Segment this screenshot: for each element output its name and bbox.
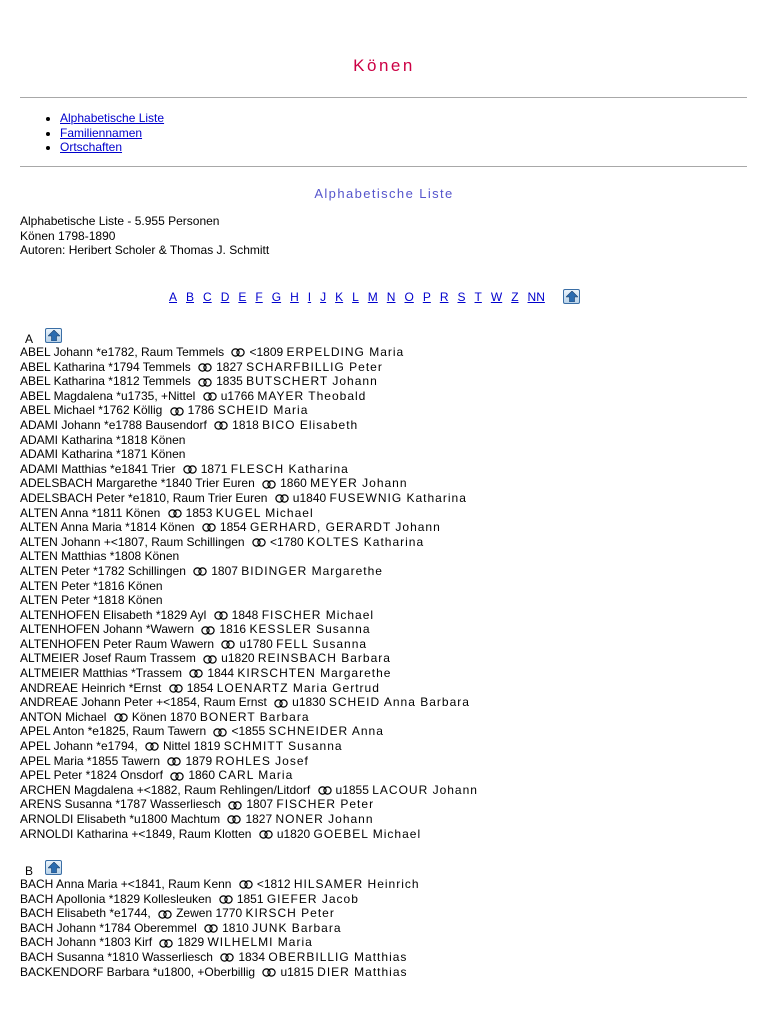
spouse-name: FELL Susanna <box>276 636 368 651</box>
marriage-date: 1829 <box>177 935 208 950</box>
person-name: BACH Susanna *1810 Wasserliesch <box>20 949 213 964</box>
marriage-icon <box>113 713 129 722</box>
marriage-icon <box>274 494 290 503</box>
site-title: Könen <box>353 56 415 75</box>
spouse-name: MAYER Theobald <box>257 388 367 403</box>
spouse-name: LOENARTZ Maria Gertrud <box>216 680 380 695</box>
person-name: APEL Johann *e1794, <box>20 739 138 754</box>
marriage-icon <box>157 910 173 919</box>
person-entry <box>20 549 478 564</box>
person-name: ADAMI Katharina *1871 Könen <box>20 447 186 462</box>
spouse-name: FISCHER Peter <box>276 797 375 812</box>
person-name: ADELSBACH Margarethe *1840 Trier Euren <box>20 476 255 491</box>
marriage-date: 1851 <box>236 891 267 906</box>
person-entry <box>20 593 478 608</box>
marriage-date: 1810 <box>222 920 253 935</box>
person-entry <box>20 345 478 360</box>
letter-link-n[interactable]: N <box>386 289 396 304</box>
person-name: APEL Peter *1824 Onsdorf <box>20 768 163 783</box>
letter-link-g[interactable]: G <box>271 289 282 304</box>
person-entry <box>20 418 478 433</box>
spouse-name: SCHMITT Susanna <box>223 739 343 754</box>
spouse-name: KIRSCH Peter <box>245 906 335 921</box>
marriage-date: 1871 <box>200 461 231 476</box>
spouse-name: SCHARFBILLIG Peter <box>246 359 383 374</box>
person-name: ALTMEIER Josef Raum Trassem <box>20 651 196 666</box>
person-name: ALTMEIER Matthias *Trassem <box>20 666 183 681</box>
marriage-date: 1870 <box>169 709 200 724</box>
person-entry <box>20 827 478 842</box>
spouse-name: NONER Johann <box>275 812 374 826</box>
person-entry <box>20 754 478 769</box>
person-entry <box>20 768 478 783</box>
person-entry <box>20 506 478 521</box>
letter-link-c[interactable]: C <box>203 289 212 304</box>
marriage-icon <box>168 684 184 693</box>
marriage-icon <box>258 830 274 839</box>
person-entry <box>20 403 478 418</box>
person-name: ANDREAE Johann Peter +<1854, Raum Ernst <box>20 695 267 710</box>
person-entry <box>20 906 420 921</box>
person-entry <box>20 965 420 980</box>
person-name: ARCHEN Magdalena +<1882, Raum Rehlingen/Litdorf <box>20 782 311 797</box>
marriage-date: u1820 <box>276 826 314 841</box>
person-name: ALTEN Anna Maria *1814 Könen <box>20 520 195 535</box>
marriage-date: 1879 <box>185 753 216 768</box>
person-entry <box>20 564 478 579</box>
person-name: ALTEN Matthias *1808 Könen <box>20 549 180 564</box>
marriage-icon <box>197 363 213 372</box>
spouse-name: JUNK Barbara <box>252 920 342 935</box>
person-name: BACH Johann *1784 Oberemmel <box>20 920 197 935</box>
person-entry <box>20 724 478 739</box>
spouse-name: GOEBEL Michael <box>313 826 422 841</box>
marriage-date: <1855 <box>231 724 269 739</box>
spouse-name: GERHARD, GERARDT Johann <box>249 520 441 535</box>
person-name: ADELSBACH Peter *e1810, Raum Trier Euren <box>20 490 268 505</box>
section-title: Alphabetische Liste <box>314 186 454 201</box>
spouse-name: SCHEID Anna Barbara <box>328 695 470 710</box>
spouse-name: SCHNEIDER Anna <box>268 724 384 739</box>
marriage-icon <box>227 801 243 810</box>
marriage-date: u1780 <box>239 636 277 651</box>
letter-link-b[interactable]: B <box>186 289 195 304</box>
group-header <box>20 857 420 877</box>
marriage-icon <box>273 699 289 708</box>
spouse-name: MEYER Johann <box>310 476 408 491</box>
letter-group-b <box>20 857 420 979</box>
marriage-date: 1816 <box>219 622 250 637</box>
letter-link-z[interactable]: Z <box>511 289 519 304</box>
person-entry <box>20 360 478 375</box>
marriage-date: 1807 <box>246 797 277 812</box>
person-entry <box>20 651 478 666</box>
person-name: ALTEN Peter *1816 Könen <box>20 578 163 593</box>
spouse-name: SCHEID Maria <box>217 403 309 418</box>
spouse-name: WILHELMI Maria <box>207 935 313 950</box>
person-name: BACH Apollonia *1829 Kollesleuken <box>20 891 212 906</box>
marriage-date: u1766 <box>220 388 258 403</box>
group-letter: B <box>25 864 34 879</box>
person-name: ALTENHOFEN Peter Raum Wawern <box>20 636 215 651</box>
spouse-name: GIEFER Jacob <box>266 891 359 906</box>
person-name: ARENS Susanna *1787 Wasserliesch <box>20 797 221 812</box>
person-name: ABEL Johann *e1782, Raum Temmels <box>20 345 225 359</box>
person-name: ANDREAE Heinrich *Ernst <box>20 680 162 695</box>
letter-group-a <box>20 325 478 841</box>
person-entry <box>20 935 420 950</box>
intro-count: Alphabetische Liste - 5.955 Personen <box>20 214 220 228</box>
person-entry <box>20 579 478 594</box>
divider <box>20 166 747 167</box>
person-entry <box>20 877 420 892</box>
marriage-icon <box>202 392 218 401</box>
person-name: ARNOLDI Katharina +<1849, Raum Klotten <box>20 826 252 841</box>
spouse-name: REINSBACH Barbara <box>257 651 391 666</box>
person-name: ABEL Katharina *1794 Temmels <box>20 359 191 374</box>
intro-authors: Autoren: Heribert Scholer & Thomas J. Schmitt <box>20 243 270 257</box>
spouse-name: KOLTES Katharina <box>306 534 425 549</box>
person-entry <box>20 476 478 491</box>
person-name: ARNOLDI Elisabeth *u1800 Machtum <box>20 812 221 826</box>
nav-link-familiennamen[interactable]: Familiennamen <box>60 125 143 140</box>
letter-link-m[interactable]: M <box>367 289 378 304</box>
spouse-name: KUGEL Michael <box>215 505 314 520</box>
marriage-icon <box>226 815 242 824</box>
person-entry <box>20 374 478 389</box>
marriage-icon <box>213 611 229 620</box>
person-name: APEL Anton *e1825, Raum Tawern <box>20 724 207 739</box>
group-letter: A <box>25 332 34 347</box>
letter-link-h[interactable]: H <box>290 289 299 304</box>
spouse-name: BICO Elisabeth <box>262 417 359 432</box>
letter-link-t[interactable]: T <box>474 289 482 304</box>
person-entry <box>20 608 478 623</box>
person-name: ABEL Michael *1762 Köllig <box>20 403 163 418</box>
marriage-icon <box>200 626 216 635</box>
nav-item <box>60 126 164 141</box>
person-name: BACH Elisabeth *e1744, <box>20 906 151 921</box>
spouse-name: LACOUR Johann <box>372 782 478 797</box>
marriage-date: 1854 <box>219 520 250 535</box>
marriage-icon <box>167 509 183 518</box>
spouse-name: BONERT Barbara <box>199 709 310 724</box>
marriage-icon <box>251 538 267 547</box>
marriage-date: 1835 <box>216 374 247 389</box>
marriage-date: 1819 <box>193 739 224 754</box>
spouse-name: BIDINGER Margarethe <box>241 563 383 578</box>
person-entry <box>20 447 478 462</box>
arrow-up-icon <box>48 862 60 873</box>
marriage-date: 1848 <box>231 607 262 622</box>
arrow-up-icon <box>48 330 60 341</box>
person-name: ALTEN Johann +<1807, Raum Schillingen <box>20 534 245 549</box>
marriage-date: u1855 <box>335 782 373 797</box>
marriage-date: 1853 <box>185 505 216 520</box>
marriage-icon <box>230 348 246 357</box>
person-name: ABEL Katharina *1812 Temmels <box>20 374 191 389</box>
marriage-icon <box>219 953 235 962</box>
intro-block <box>20 214 269 258</box>
letter-link-d[interactable]: D <box>220 289 230 304</box>
marriage-icon <box>188 669 204 678</box>
person-entry <box>20 389 478 404</box>
marriage-icon <box>169 407 185 416</box>
person-entry <box>20 462 478 477</box>
spouse-name: ERPELDING Maria <box>286 345 405 359</box>
letter-link-o[interactable]: O <box>404 289 414 304</box>
back-to-top-button[interactable] <box>563 289 580 304</box>
person-entry <box>20 783 478 798</box>
marriage-place: Könen <box>131 709 170 724</box>
spouse-name: ROHLES Josef <box>215 753 309 768</box>
letter-link-nn[interactable]: NN <box>527 289 545 304</box>
person-name: ALTENHOFEN Johann *Wawern <box>20 622 195 637</box>
person-entry <box>20 739 478 754</box>
person-entry <box>20 666 478 681</box>
marriage-date: 1827 <box>245 812 276 826</box>
person-entry <box>20 433 478 448</box>
marriage-date: <1812 <box>256 877 294 891</box>
person-name: ADAMI Katharina *1818 Könen <box>20 432 186 447</box>
person-name: ALTEN Peter *1782 Schillingen <box>20 563 186 578</box>
person-entry <box>20 637 478 652</box>
person-name: APEL Maria *1855 Tawern <box>20 753 161 768</box>
letter-link-r[interactable]: R <box>439 289 449 304</box>
marriage-icon <box>201 523 217 532</box>
spouse-name: OBERBILLIG Matthias <box>268 949 408 964</box>
person-entry <box>20 797 478 812</box>
spouse-name: FISCHER Michael <box>261 607 375 622</box>
person-name: ANTON Michael <box>20 709 107 724</box>
marriage-date: u1830 <box>292 695 329 710</box>
letter-link-i[interactable]: I <box>307 289 312 304</box>
letter-link-f[interactable]: F <box>255 289 263 304</box>
marriage-icon <box>197 378 213 387</box>
marriage-date: 1834 <box>238 949 269 964</box>
marriage-icon <box>220 640 236 649</box>
marriage-icon <box>166 757 182 766</box>
marriage-date: <1780 <box>269 534 307 549</box>
person-name: ALTEN Peter *1818 Könen <box>20 593 163 608</box>
letter-link-k[interactable]: K <box>335 289 344 304</box>
marriage-icon <box>203 924 219 933</box>
marriage-date: 1860 <box>188 768 219 783</box>
nav-item <box>60 111 164 126</box>
letter-link-p[interactable]: P <box>422 289 431 304</box>
letter-link-l[interactable]: L <box>352 289 359 304</box>
spouse-name: KESSLER Susanna <box>249 622 371 637</box>
marriage-date: u1840 <box>292 490 330 505</box>
spouse-name: CARL Maria <box>218 768 294 783</box>
letter-link-w[interactable]: W <box>490 289 503 304</box>
nav-item <box>60 140 164 155</box>
marriage-icon <box>218 895 234 904</box>
marriage-icon <box>261 968 277 977</box>
spouse-name: BUTSCHERT Johann <box>246 374 378 389</box>
person-name: ADAMI Matthias *e1841 Trier <box>20 461 176 476</box>
person-entry <box>20 681 478 696</box>
marriage-icon <box>212 728 228 737</box>
marriage-icon <box>261 480 277 489</box>
arrow-up-icon <box>566 291 578 302</box>
marriage-icon <box>144 742 160 751</box>
person-name: BACKENDORF Barbara *u1800, +Oberbillig <box>20 964 256 979</box>
marriage-icon <box>213 421 229 430</box>
marriage-icon <box>158 939 174 948</box>
person-entry <box>20 950 420 965</box>
marriage-date: 1818 <box>232 417 263 432</box>
marriage-icon <box>317 786 333 795</box>
person-entry <box>20 535 478 550</box>
marriage-date: 1786 <box>187 403 218 418</box>
person-entry <box>20 520 478 535</box>
spouse-name: HILSAMER Heinrich <box>293 877 420 891</box>
person-entry <box>20 622 478 637</box>
group-header <box>20 325 478 345</box>
person-entry <box>20 695 478 710</box>
marriage-date: 1860 <box>280 476 311 491</box>
divider <box>20 97 747 98</box>
intro-place: Könen 1798-1890 <box>20 228 116 243</box>
marriage-icon <box>169 772 185 781</box>
person-entry <box>20 921 420 936</box>
letter-link-s[interactable]: S <box>457 289 466 304</box>
nav-link-ortschaften[interactable]: Ortschaften <box>60 140 123 154</box>
marriage-date: 1844 <box>207 666 238 681</box>
letter-link-e[interactable]: E <box>238 289 247 304</box>
spouse-name: KIRSCHTEN Margarethe <box>237 666 392 681</box>
letter-index <box>169 289 580 304</box>
marriage-date: 1854 <box>186 680 217 695</box>
person-entry <box>20 892 420 907</box>
nav-link-alphabetische-liste[interactable]: Alphabetische Liste <box>60 111 165 125</box>
spouse-name: FUSEWNIG Katharina <box>329 490 467 505</box>
marriage-date: <1809 <box>249 345 287 359</box>
marriage-date: 1770 <box>215 906 246 921</box>
marriage-place: Nittel <box>163 739 194 754</box>
spouse-name: FLESCH Katharina <box>230 461 349 476</box>
person-name: BACH Anna Maria +<1841, Raum Kenn <box>20 877 232 891</box>
marriage-date: 1807 <box>211 563 242 578</box>
back-to-top-button[interactable] <box>45 328 62 343</box>
back-to-top-button[interactable] <box>45 860 62 875</box>
marriage-icon <box>238 880 254 889</box>
marriage-date: u1815 <box>280 964 318 979</box>
person-entry <box>20 491 478 506</box>
marriage-date: 1827 <box>216 359 247 374</box>
person-name: ABEL Magdalena *u1735, +Nittel <box>20 388 196 403</box>
person-name: ALTEN Anna *1811 Könen <box>20 505 161 520</box>
person-entry <box>20 710 478 725</box>
person-name: ADAMI Johann *e1788 Bausendorf <box>20 417 207 432</box>
person-entry <box>20 812 478 827</box>
main-nav <box>40 111 164 155</box>
letter-link-j[interactable]: J <box>320 289 327 304</box>
person-name: ALTENHOFEN Elisabeth *1829 Ayl <box>20 607 207 622</box>
marriage-icon <box>192 567 208 576</box>
person-name: BACH Johann *1803 Kirf <box>20 935 153 950</box>
letter-link-a[interactable]: A <box>169 289 178 304</box>
marriage-icon <box>182 465 198 474</box>
marriage-date: u1820 <box>221 651 258 666</box>
marriage-icon <box>202 655 218 664</box>
marriage-place: Zewen <box>176 906 216 921</box>
spouse-name: DIER Matthias <box>317 964 408 979</box>
